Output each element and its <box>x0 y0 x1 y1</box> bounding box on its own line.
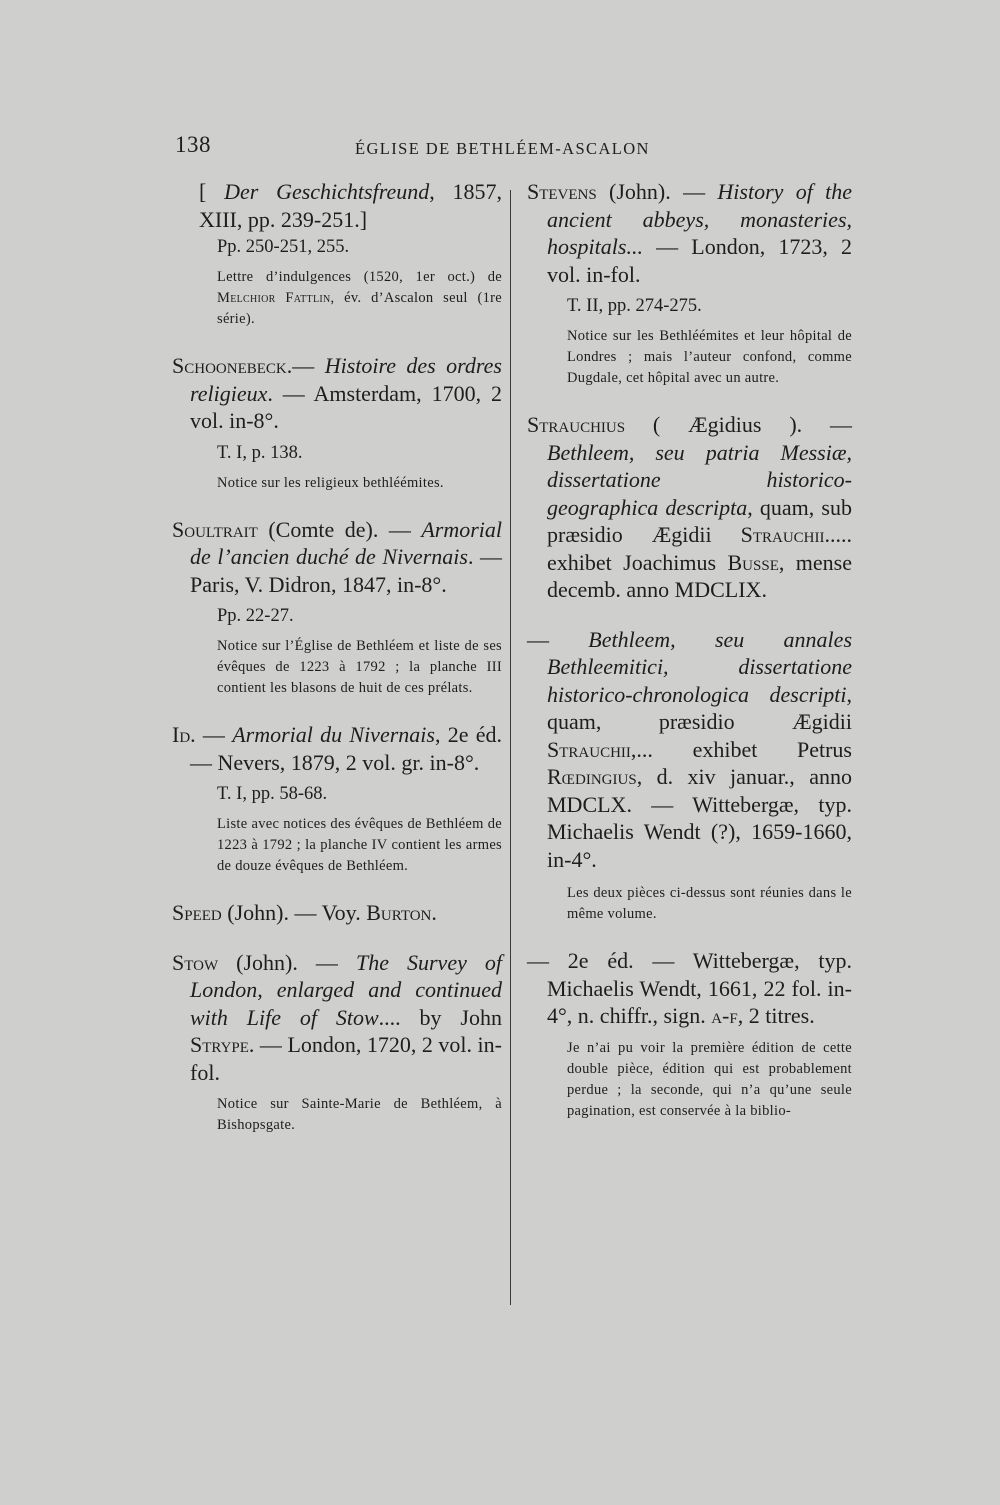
entry-title: [ Der Geschichtsfreund, 1857, XIII, pp. 239-251.] <box>199 179 502 232</box>
right-column <box>527 178 852 1144</box>
entry-second-edition <box>527 947 852 1122</box>
author-name: Id <box>172 722 191 747</box>
annotation-note: Notice sur l’Église de Bethléem et liste de ses évêques de 1223 à 1792 ; la planche III contient les blasons de huit de ces prélats. <box>217 638 502 696</box>
book-title: Der Geschichtsfreund <box>224 179 430 204</box>
person-name: Strauchii <box>740 522 825 547</box>
entry-schoonebeck <box>172 352 502 494</box>
cross-reference: Burton <box>366 900 432 925</box>
entry-strauchius <box>527 411 852 604</box>
book-title: Armorial du Nivernais <box>232 722 435 747</box>
page-reference: T. I, p. 138. <box>217 442 303 463</box>
entry-title: Stevens (John). — History of the ancient abbeys, monasteries, hospitals... — London, 1723, 2 vol. in-fol. <box>527 179 852 287</box>
author-name: Stevens <box>527 179 597 204</box>
author-name: Speed <box>172 900 222 925</box>
entry-id-armorial <box>172 721 502 877</box>
author-name: Soultrait <box>172 516 258 542</box>
page-number: 138 <box>175 132 211 157</box>
person-name: Strauchii <box>547 736 631 762</box>
entry-title: Speed (John). — Voy. Burton. <box>172 900 437 925</box>
book-title: The Survey of London, enlarged and continued with Life of Stow <box>190 949 502 1030</box>
author-name: Strauchius <box>527 412 626 437</box>
author-name: Stow <box>172 949 219 975</box>
column-divider <box>510 190 511 1305</box>
book-title: Bethleem, seu annales Bethleemitici, dissertatione historico-chronologica descripti <box>547 626 852 707</box>
author-name: Schoonebeck <box>172 353 287 378</box>
entry-bethleem-annales <box>527 626 852 926</box>
entry-soultrait <box>172 516 502 700</box>
entry-stow <box>172 949 502 1137</box>
entry-title: — 2e éd. — Wittebergæ, typ. Michaelis Wendt, 1661, 22 fol. in-4°, n. chiffr., sign. a-f, 2 titres. <box>527 948 852 1028</box>
annotation-note: Lettre d’indulgences (1520, 1er oct.) de Melchior Fattlin, év. d’Ascalon seul (1re série). <box>217 269 503 327</box>
entry-title: Schoonebeck.— Histoire des ordres religieux. — Amsterdam, 1700, 2 vol. in-8°. <box>172 353 502 433</box>
book-title: History of the ancient abbeys, monasteries, hospitals... <box>547 179 852 259</box>
page-reference: T. II, pp. 274-275. <box>567 296 702 316</box>
person-name: Rœdingius <box>547 764 637 789</box>
annotation-note: Je n’ai pu voir la première édition de cette double pièce, édition qui est probablement perdue ; la seconde, qui n’a qu’une seule pagination, est conservée à la biblio- <box>567 1039 852 1119</box>
person-name: Strype <box>190 1032 249 1057</box>
book-title: Bethleem, seu patria Messiæ, dissertatione historico-geographica descripta <box>547 439 852 520</box>
entry-title: — Bethleem, seu annales Bethleemitici, dissertatione historico-chronologica descripti, quam, præsidio Ægidii Strauchii,... exhibet Petrus Rœdingius, d. xiv januar., anno MDCLX. — Wittebergæ, typ. Michaelis Wendt (?), 1659-1660, in-4°. <box>527 626 852 872</box>
entry-speed <box>172 899 502 927</box>
annotation-note: Notice sur les religieux bethléémites. <box>217 474 444 491</box>
entry-title: Strauchius ( Ægidius ). — Bethleem, seu patria Messiæ, dissertatione historico-geographica descripta, quam, sub præsidio Ægidii Strauchii..... exhibet Joachimus Busse, mense decemb. anno MDCLIX. <box>527 412 852 602</box>
annotation-note: Notice sur Sainte-Marie de Bethléem, à Bishopsgate. <box>217 1096 502 1133</box>
page-header <box>175 132 695 166</box>
entry-geschichtsfreund-continuation <box>172 178 502 330</box>
page-reference: T. I, pp. 58-68. <box>217 784 328 804</box>
entry-title: Stow (John). — The Survey of London, enlarged and continued with Life of Stow.... by John Strype. — London, 1720, 2 vol. in-fol. <box>172 949 502 1085</box>
entry-title: Id. — Armorial du Nivernais, 2e éd. — Nevers, 1879, 2 vol. gr. in-8°. <box>172 722 503 775</box>
person-name: Busse <box>727 549 779 575</box>
annotation-note: Les deux pièces ci-dessus sont réunies dans le même volume. <box>567 885 852 922</box>
page-reference: Pp. 22-27. <box>217 606 294 626</box>
book-title: Histoire des ordres religieux <box>190 353 502 406</box>
entry-title: Soultrait (Comte de). — Armorial de l’ancien duché de Nivernais. — Paris, V. Didron, 1847, in-8°. <box>172 516 502 597</box>
annotation-note: Liste avec notices des évêques de Bethléem de 1223 à 1792 ; la planche IV contient les armes de douze évêques de Bethléem. <box>217 816 502 874</box>
running-title: ÉGLISE DE BETHLÉEM-ASCALON <box>355 139 650 158</box>
person-name: Melchior Fattlin <box>217 290 331 306</box>
left-column <box>172 178 502 1158</box>
book-title: Armorial de l’ancien duché de Nivernais <box>190 516 502 569</box>
annotation-note: Notice sur les Bethléémites et leur hôpital de Londres ; mais l’auteur confond, comme Dugdale, cet hôpital avec un autre. <box>567 328 852 386</box>
signature-range: a-f <box>711 1003 738 1028</box>
page-reference: Pp. 250-251, 255. <box>217 237 350 257</box>
entry-stevens <box>527 178 852 389</box>
